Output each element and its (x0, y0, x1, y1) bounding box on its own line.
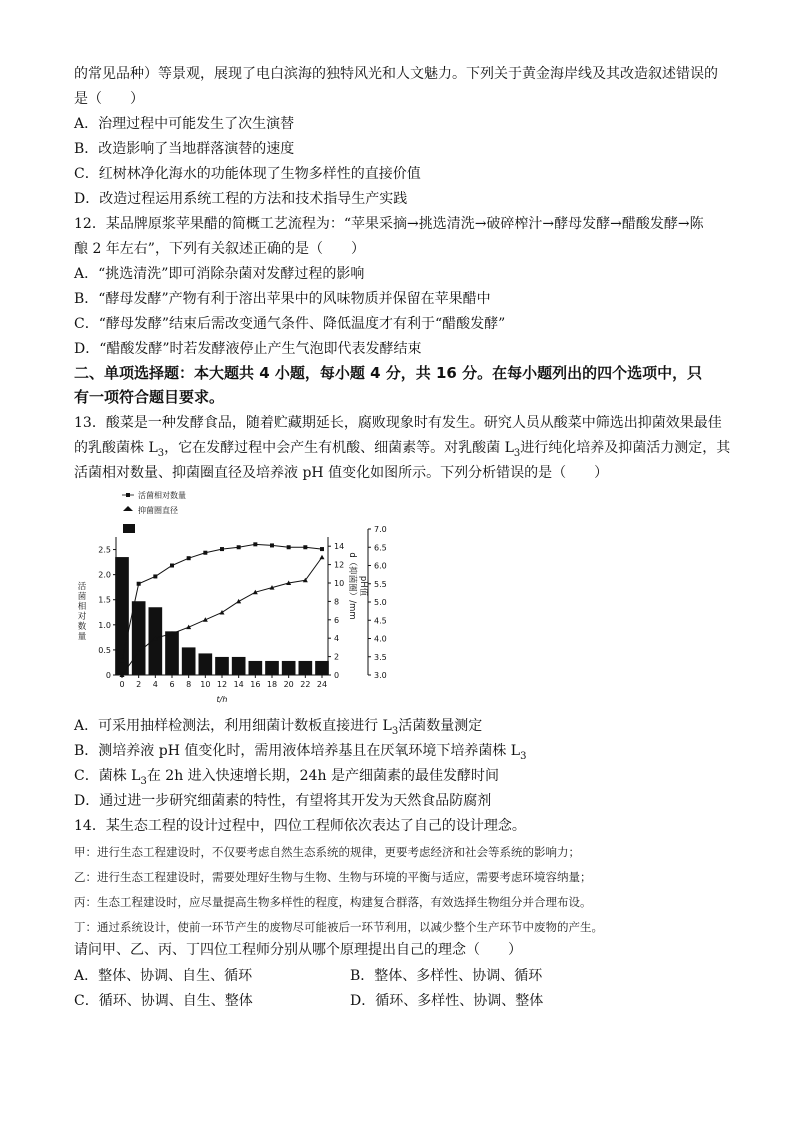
q13-option-b[interactable] (74, 741, 526, 767)
left-axis-title-char: 数 (77, 622, 87, 632)
left-tick-label: 2.5 (98, 545, 111, 555)
q13-option-b-text: B．测培养液 pH 值变化时，需用液体培养基且在厌氧环境下培养菌株 L (74, 743, 521, 759)
chart-bars (115, 557, 329, 675)
viable-count-bar (199, 653, 213, 675)
q13-stem-line2 (74, 438, 730, 464)
q13-stem-line3: 活菌相对数量、抑菌圈直径及培养液 pH 值变化如图所示。下列分析错误的是（ ） (74, 465, 609, 481)
q14-engineer-bing: 丙：生态工程建设时，应尽量提高生物多样性的程度，构建复合群落，有效选择生物组分并合理布设。 (74, 895, 592, 909)
q12-stem-line2: 酿 2 年左右”，下列有关叙述正确的是（ ） (74, 241, 365, 257)
x-tick-label: 10 (200, 680, 211, 689)
legend-marker-diameter (123, 506, 133, 511)
q14-engineer-ding: 丁：通过系统设计，使前一环节产生的废物尽可能被后一环节利用，以减少整个生产环节中废物的产生。 (74, 920, 603, 934)
ph-point (320, 547, 324, 551)
ph-point (287, 545, 291, 549)
subscript: 3 (140, 775, 147, 787)
q12-option-d[interactable]: D．“醋酸发酵”时若发酵液停止产生气泡即代表发酵结束 (74, 341, 422, 357)
mid-tick-label: 10 (334, 579, 345, 588)
mid-tick-label: 14 (334, 542, 345, 552)
left-tick-label: 1.5 (98, 595, 111, 605)
legend-marker-bar (123, 524, 135, 533)
mid-tick-label: 8 (334, 597, 340, 607)
legend-label-diameter: 抑菌圈直径 (138, 506, 178, 515)
q13-stem-line1: 13．酸菜是一种发酵食品，随着贮藏期延长，腐败现象时有发生。研究人员从酸菜中筛选出抑菌效果最佳 (74, 415, 722, 431)
viable-count-bar (165, 631, 179, 675)
q13-line2-part2: ，它在发酵过程中会产生有机酸、细菌素等。对乳酸菌 L (164, 440, 514, 456)
x-tick-label: 24 (316, 680, 328, 689)
viable-count-bar (132, 601, 146, 675)
q11-option-c[interactable]: C．红树林净化海水的功能体现了生物多样性的直接价值 (74, 166, 421, 182)
right-tick-label: 4.5 (374, 616, 387, 626)
ph-point (203, 551, 207, 555)
q14-question: 请问甲、乙、丙、丁四位工程师分别从哪个原理提出自己的理念（ ） (74, 942, 522, 958)
ph-point (137, 582, 141, 586)
right-tick-label: 3.0 (374, 671, 387, 680)
ph-point (253, 542, 257, 546)
left-axis-title-char: 菌 (77, 592, 87, 602)
ph-point (303, 545, 307, 549)
q11-option-b[interactable]: B．改造影响了当地群落演替的速度 (74, 141, 295, 157)
left-axis-title-char: 量 (77, 632, 87, 642)
left-axis-title-char: 对 (77, 612, 87, 622)
right-tick-label: 5.0 (374, 598, 387, 607)
x-tick-label: 0 (119, 680, 125, 689)
mid-tick-label: 4 (334, 634, 340, 644)
viable-count-bar (282, 661, 296, 675)
subscript: 3 (157, 447, 165, 459)
q11-stem-continued: 的常见品种）等景观，展现了电白滨海的独特风光和人文魅力。下列关于黄金海岸线及其改造叙述错误的 (74, 66, 718, 82)
x-tick-label: 20 (283, 680, 294, 689)
subscript: 3 (520, 750, 527, 762)
right-tick-label: 5.5 (374, 579, 387, 589)
left-axis-title-char: 活 (77, 582, 87, 592)
left-axis-title (78, 581, 87, 642)
q12-option-c[interactable]: C．“酵母发酵”结束后需改变通气条件、降低温度才有利于“醋酸发酵” (74, 316, 506, 332)
subscript: 3 (513, 447, 521, 459)
subscript: 3 (391, 725, 399, 737)
q14-stem-line1: 14．某生态工程的设计过程中，四位工程师依次表达了自己的设计理念。 (74, 818, 526, 834)
viable-count-bar (299, 661, 313, 675)
ph-point (170, 564, 174, 568)
x-tick-label: 2 (136, 680, 142, 689)
mid-tick-label: 12 (334, 560, 345, 570)
viable-count-bar (215, 657, 229, 675)
inhibition-diameter-point (220, 610, 225, 615)
viable-count-bar (232, 657, 246, 675)
inhibition-diameter-point (236, 599, 241, 604)
ph-point (220, 547, 224, 551)
q14-option-a[interactable]: A．整体、协调、自生、循环 (74, 968, 253, 984)
x-tick-label: 8 (186, 680, 192, 689)
viable-count-bar (265, 661, 279, 675)
ph-point (237, 545, 241, 549)
x-tick-label: 14 (233, 680, 244, 689)
right-tick-label: 6.0 (374, 561, 387, 571)
viable-count-bar (315, 661, 329, 675)
right-tick-label: 6.5 (374, 543, 387, 553)
mid-axis-title: d（抑菌圈）/mm (347, 552, 357, 620)
mid-tick-label: 0 (334, 671, 340, 680)
ph-point (153, 574, 157, 578)
left-tick-label: 2.0 (98, 570, 111, 580)
mid-tick-label: 2 (334, 652, 340, 662)
q14-option-c[interactable]: C．循环、协调、自生、整体 (74, 993, 253, 1009)
q11-option-d[interactable]: D．改造过程运用系统工程的方法和技术指导生产实践 (74, 191, 408, 207)
x-tick-label: 22 (300, 680, 311, 689)
q13-option-a-text: A．可采用抽样检测法，利用细菌计数板直接进行 L (74, 718, 392, 734)
q14-option-d[interactable]: D．循环、多样性、协调、整体 (350, 993, 544, 1009)
mid-tick-label: 6 (334, 615, 340, 625)
left-tick-label: 1.0 (98, 620, 111, 630)
q13-option-c[interactable] (74, 766, 499, 792)
q13-chart (70, 485, 410, 715)
x-tick-label: 12 (216, 680, 228, 689)
q13-line2-part1: 的乳酸菌株 L (74, 440, 158, 456)
q13-option-a-text2: 活菌数量测定 (398, 718, 483, 734)
ph-point (187, 556, 191, 560)
x-tick-label: 4 (152, 680, 158, 689)
q12-option-a[interactable]: A．“挑选清洗”即可消除杂菌对发酵过程的影响 (74, 266, 365, 282)
right-tick-label: 7.0 (374, 525, 387, 534)
q12-stem-line1: 12．某品牌原浆苹果醋的简概工艺流程为：“苹果采摘→挑选清洗→破碎榨汁→酵母发酵→醋酸发酵→陈 (74, 216, 704, 232)
section-heading-line2: 有一项符合题目要求。 (74, 388, 225, 406)
section-heading-line1: 二、单项选择题：本大题共 4 小题，每小题 4 分，共 16 分。在每小题列出的四个选项中，只 (74, 364, 703, 382)
q14-option-b[interactable]: B．整体、多样性、协调、循环 (350, 968, 543, 984)
viable-count-bar (115, 557, 129, 675)
legend-label-viable: 活菌相对数量 (138, 491, 186, 500)
x-axis-title: t/h (216, 695, 228, 704)
left-tick-label: 0.5 (98, 645, 111, 655)
q11-option-a[interactable]: A．治理过程中可能发生了次生演替 (74, 116, 295, 132)
q11-stem-end: 是（ ） (74, 91, 144, 107)
viable-count-bar (249, 661, 263, 675)
inhibition-diameter-point (320, 555, 325, 560)
q14-engineer-yi: 乙：进行生态工程建设时，需要处理好生物与生物、生物与环境的平衡与适应，需要考虑环境容纳量； (74, 870, 592, 884)
q13-line2-part3: 进行纯化培养及抑菌活力测定，其 (520, 440, 731, 456)
right-axis-title: pH值 (358, 575, 368, 597)
left-tick-label: 0 (105, 671, 111, 680)
q12-option-b[interactable]: B．“酵母发酵”产物有利于溶出苹果中的风味物质并保留在苹果醋中 (74, 291, 491, 307)
q13-option-c-text: C．菌株 L (74, 768, 141, 784)
q13-option-c-text2: 在 2h 进入快速增长期，24h 是产细菌素的最佳发酵时间 (146, 768, 499, 784)
ph-point (120, 658, 124, 662)
q13-option-d[interactable]: D．通过进一步研究细菌素的特性，有望将其开发为天然食品防腐剂 (74, 793, 492, 809)
x-tick-label: 18 (266, 680, 278, 689)
viable-count-bar (182, 647, 196, 675)
ph-point (270, 543, 274, 547)
q14-engineer-jia: 甲：进行生态工程建设时，不仅要考虑自然生态系统的规律，更要考虑经济和社会等系统的影响力； (74, 845, 580, 859)
chart-legend (122, 490, 186, 533)
viable-count-bar (149, 607, 163, 675)
x-tick-label: 6 (169, 680, 175, 689)
left-axis-title-char: 相 (77, 602, 87, 612)
right-tick-label: 4.0 (374, 634, 387, 644)
q13-option-a[interactable] (74, 716, 482, 742)
x-tick-label: 16 (250, 680, 261, 689)
right-tick-label: 3.5 (374, 652, 387, 662)
